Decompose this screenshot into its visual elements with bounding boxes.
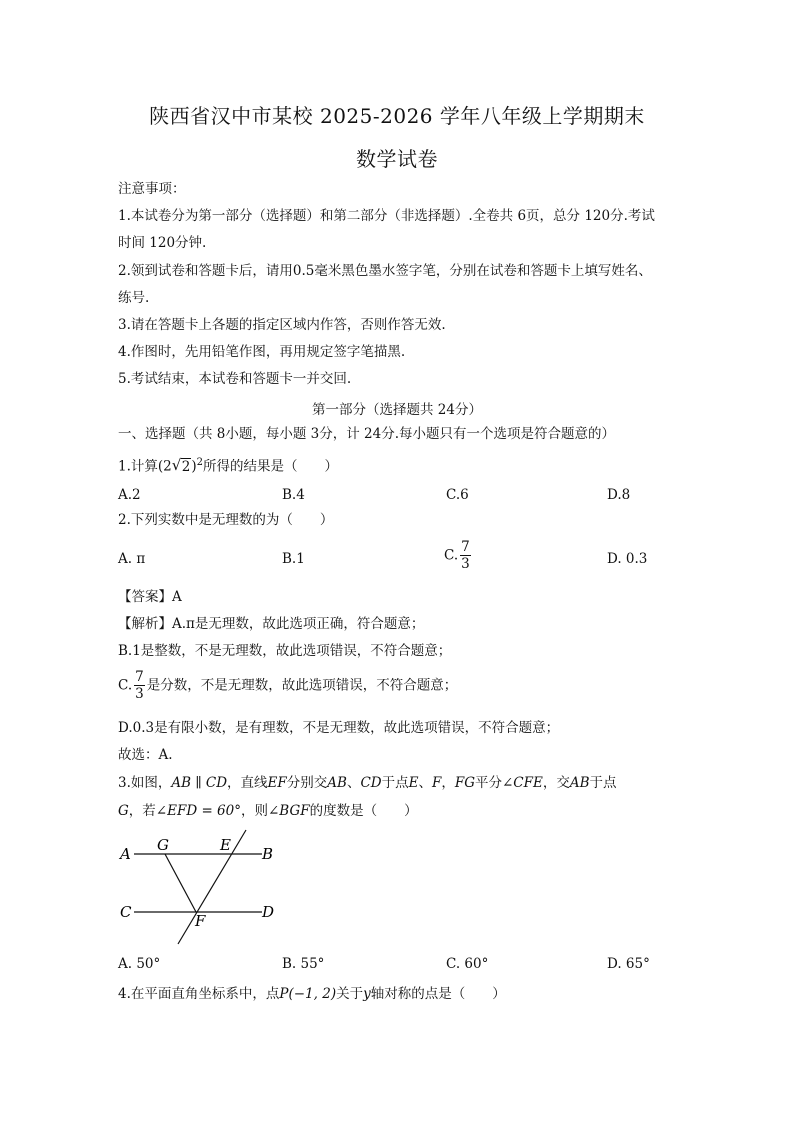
q2-answer: 【答案】A xyxy=(118,589,182,605)
fraction-denominator: 3 xyxy=(461,556,470,572)
notes-heading: 注意事项： xyxy=(118,181,186,197)
q3-math: AB ∥ CD xyxy=(171,775,228,791)
note-2a: 2.领到试卷和答题卡后，请用0.5毫米黑色墨水签字笔，分别在试卷和答题卡上填写姓名、 xyxy=(118,263,652,279)
note-3: 3.请在答题卡上各题的指定区域内作答，否则作答无效. xyxy=(118,317,446,333)
label-g: G xyxy=(157,836,169,854)
q3-text: ，若 xyxy=(128,803,156,819)
q3-text: 于点 xyxy=(589,775,617,791)
fraction-denominator: 3 xyxy=(135,686,144,702)
q2-option-b: B.1 xyxy=(282,551,305,567)
part1-heading: 第一部分（选择题共 24分） xyxy=(312,402,482,418)
q4-text: 轴对称的点是（ ） xyxy=(370,986,506,1002)
question-3-line-1 xyxy=(118,774,617,792)
q3-math: G xyxy=(118,803,129,819)
q1-option-d: D.8 xyxy=(607,487,631,503)
q4-text: 关于 xyxy=(336,986,364,1002)
q1-radicand: 2 xyxy=(181,458,191,475)
note-2b: 练号. xyxy=(118,290,150,306)
q3-text: 、 xyxy=(346,775,361,791)
section-1-heading: 一、选择题（共 8小题，每小题 3分，计 24分.每小题只有一个选项是符合题意的） xyxy=(118,426,616,442)
q2-option-c xyxy=(444,539,473,572)
q3-text: 分别交 xyxy=(286,775,328,791)
note-1a: 1.本试卷分为第一部分（选择题）和第二部分（非选择题）.全卷共 6页，总分 120分.考试 xyxy=(118,208,655,224)
q3-text: ，直线 xyxy=(227,775,268,791)
q3-math: ∠BGF xyxy=(267,803,310,819)
label-d: D xyxy=(262,903,275,921)
q2-option-c-fraction xyxy=(460,539,471,572)
q4-math: y xyxy=(363,986,371,1002)
label-b: B xyxy=(262,845,274,863)
question-4-stem xyxy=(118,985,506,1003)
q1-prefix: 1.计算 xyxy=(118,458,158,475)
q3-option-b: B. 55° xyxy=(282,956,325,972)
exam-title: 陕西省汉中市某校 2025-2026 学年八年级上学期期末 xyxy=(149,104,645,128)
q1-expr-close: ) xyxy=(191,458,197,475)
q3-math: E xyxy=(408,775,419,791)
q3-option-d: D. 65° xyxy=(607,956,650,972)
q2-expl3-prefix: C. xyxy=(118,677,133,694)
q3-text: ，交 xyxy=(542,775,570,791)
q3-text: 、 xyxy=(418,775,432,791)
note-5: 5.考试结束，本试卷和答题卡一并交回. xyxy=(118,371,352,387)
q2-option-a: A. π xyxy=(118,551,146,567)
q3-math: AB xyxy=(569,775,590,791)
q3-math: CD xyxy=(360,775,382,791)
note-4: 4.作图时，先用铅笔作图，再用规定签字笔描黑. xyxy=(118,344,406,360)
q2-explanation-3 xyxy=(118,669,457,702)
q1-option-a: A.2 xyxy=(118,487,141,503)
q4-text: 4.在平面直角坐标系中，点 xyxy=(118,986,280,1002)
exam-subtitle: 数学试卷 xyxy=(356,147,438,171)
fraction-numerator: 7 xyxy=(461,539,470,555)
q2-explanation-2: B.1是整数，不是无理数，故此选项错误，不符合题意； xyxy=(118,643,452,659)
q3-math: AB xyxy=(327,775,347,791)
q1-sqrt xyxy=(171,455,192,476)
question-3-line-2 xyxy=(118,802,418,820)
q3-math: EF xyxy=(267,775,287,791)
note-1b: 时间 120分钟. xyxy=(118,235,207,251)
q3-text: ，则 xyxy=(240,803,268,819)
q3-text: ， xyxy=(441,775,455,791)
q2-conclusion: 故选：A. xyxy=(118,747,173,763)
q1-option-c: C.6 xyxy=(446,487,469,503)
label-f: F xyxy=(195,912,206,930)
label-c: C xyxy=(120,903,132,921)
q2-explanation-1: 【解析】A.π是无理数，故此选项正确，符合题意； xyxy=(118,616,425,632)
q3-text: 平分 xyxy=(475,775,502,791)
q3-text: 于点 xyxy=(381,775,409,791)
line-ef xyxy=(178,830,246,944)
q3-option-c: C. 60° xyxy=(446,956,489,972)
q3-text: 3.如图， xyxy=(118,775,172,791)
segment-gf xyxy=(165,854,196,912)
label-a: A xyxy=(120,845,131,863)
q3-math: FG xyxy=(454,775,475,791)
q2-option-c-prefix: C. xyxy=(444,547,459,564)
q3-text: 的度数是（ ） xyxy=(309,803,418,819)
q2-option-d: D. 0.3 xyxy=(607,551,648,567)
q4-math: P(−1, 2) xyxy=(279,986,337,1002)
question-2-stem: 2.下列实数中是无理数的为（ ） xyxy=(118,512,334,528)
q1-option-b: B.4 xyxy=(282,487,305,503)
q1-suffix: 所得的结果是（ ） xyxy=(203,458,338,475)
q3-math: ∠CFE xyxy=(502,775,543,791)
fraction-numerator: 7 xyxy=(135,669,144,685)
q2-explanation-4: D.0.3是有限小数，是有理数，不是无理数，故此选项错误，不符合题意； xyxy=(118,720,560,736)
q3-option-a: A. 50° xyxy=(118,956,161,972)
question-1-stem xyxy=(118,454,338,476)
label-e: E xyxy=(220,836,231,854)
q3-math: ∠EFD = 60° xyxy=(155,803,241,819)
radical-sign-icon: √ xyxy=(171,455,182,474)
q3-math: F xyxy=(431,775,442,791)
q1-exponent: 2 xyxy=(196,457,203,468)
q2-expl3-fraction xyxy=(134,669,145,702)
q1-expr-open: (2 xyxy=(157,458,172,475)
q2-expl3-suffix: 是分数，不是无理数，故此选项错误，不符合题意； xyxy=(146,677,458,694)
q3-geometry-figure xyxy=(110,826,290,948)
